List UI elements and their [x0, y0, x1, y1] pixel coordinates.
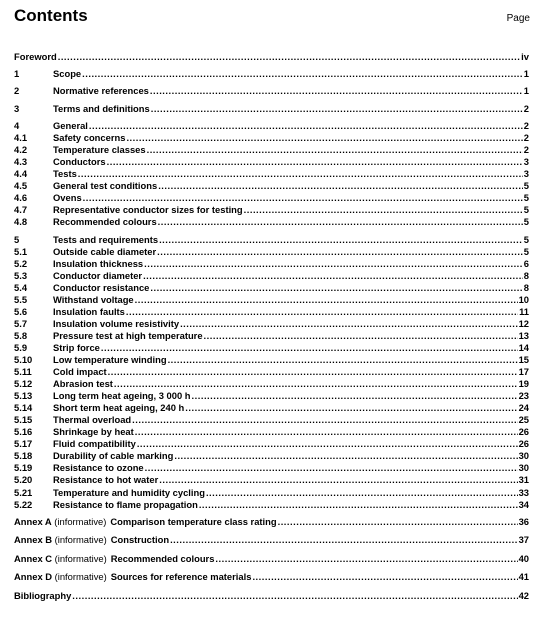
- toc-entry[interactable]: [14, 330, 529, 342]
- toc-entry-number: 5.7: [14, 317, 28, 329]
- toc-entry-page: 5: [523, 204, 529, 216]
- toc-entry[interactable]: [14, 366, 529, 378]
- toc-entry[interactable]: [14, 120, 529, 132]
- toc-entry[interactable]: [14, 450, 529, 462]
- toc-entry-page: 3: [523, 168, 529, 180]
- toc-entry[interactable]: [14, 354, 529, 366]
- toc-entry[interactable]: [14, 414, 529, 426]
- toc-entry-number: 4.2: [14, 144, 28, 156]
- toc-entry-number: 2: [14, 85, 20, 97]
- toc-entry-annex[interactable]: [14, 534, 529, 546]
- toc-entry-page: 10: [518, 293, 529, 305]
- toc-entry-title: Construction: [110, 534, 170, 546]
- toc-entry[interactable]: [14, 132, 529, 144]
- toc-entry-page: 2: [523, 144, 529, 156]
- dot-leader: [159, 234, 523, 246]
- section-list: [14, 68, 529, 510]
- page-column-label: Page: [506, 13, 530, 24]
- toc-entry-page: 30: [518, 462, 529, 474]
- dot-leader: [137, 438, 518, 450]
- toc-entry-title: Outside cable diameter: [53, 245, 157, 257]
- toc-entry[interactable]: [14, 85, 529, 97]
- toc-entry-title: Resistance to flame propagation: [53, 498, 198, 510]
- toc-entry-number: 5.11: [14, 366, 32, 378]
- toc-entry-title: Ovens: [53, 192, 82, 204]
- toc-entry-number: 4.3: [14, 156, 28, 168]
- toc-entry-page: 41: [518, 571, 529, 583]
- toc-entry-foreword[interactable]: [14, 51, 529, 63]
- toc-entry-title: Recommended colours: [110, 552, 215, 564]
- toc-entry-number: 5.21: [14, 486, 33, 498]
- dot-leader: [215, 553, 517, 565]
- toc-entry-page: 40: [518, 552, 529, 564]
- dot-leader: [114, 378, 518, 390]
- dot-leader: [170, 534, 517, 546]
- toc-entry-title: Long term heat ageing, 3 000 h: [53, 390, 191, 402]
- toc-entry-page: 23: [518, 390, 529, 402]
- dot-leader: [83, 192, 523, 204]
- toc-entry-annex[interactable]: [14, 571, 529, 583]
- toc-entry-page: 15: [518, 354, 529, 366]
- toc-entry-number: 5.18: [14, 450, 33, 462]
- toc-entry[interactable]: [14, 216, 529, 228]
- toc-entry-title: Strip force: [53, 341, 100, 353]
- toc-entry-title: Insulation faults: [53, 305, 125, 317]
- toc-entry[interactable]: [14, 156, 529, 168]
- toc-entry-page: 6: [523, 257, 529, 269]
- annex-label: Annex C: [14, 552, 53, 564]
- toc-entry[interactable]: [14, 318, 529, 330]
- toc-entry-title: Recommended colours: [53, 216, 157, 228]
- toc-entry-annex[interactable]: [14, 516, 529, 528]
- toc-entry-page: 11: [519, 305, 529, 317]
- dot-leader: [132, 414, 517, 426]
- toc-entry[interactable]: [14, 462, 529, 474]
- toc-entry-number: 1: [14, 68, 20, 80]
- toc-entry-title: Temperature classes: [53, 144, 146, 156]
- toc-entry-title: General test conditions: [53, 180, 158, 192]
- toc-entry-title: Resistance to ozone: [53, 462, 144, 474]
- toc-entry-number: 4.8: [14, 216, 28, 228]
- toc-entry[interactable]: [14, 306, 529, 318]
- dot-leader: [157, 246, 523, 258]
- dot-leader: [145, 462, 518, 474]
- toc-entry-number: 5.8: [14, 329, 28, 341]
- toc-entry-page: 36: [518, 515, 529, 527]
- dot-leader: [168, 354, 518, 366]
- dot-leader: [72, 590, 517, 602]
- toc-entry-number: 5.12: [14, 378, 33, 390]
- toc-entry-page: 25: [518, 414, 529, 426]
- toc-entry[interactable]: [14, 234, 529, 246]
- toc-entry-number: 5.5: [14, 293, 28, 305]
- toc-entry[interactable]: [14, 282, 529, 294]
- toc-entry-page: 37: [518, 534, 529, 546]
- annex-label: Annex B: [14, 534, 53, 546]
- toc-entry-title: Short term heat ageing, 240 h: [53, 402, 185, 414]
- toc-entry-number: 5.20: [14, 474, 33, 486]
- toc-entry-page: 5: [523, 192, 529, 204]
- toc-entry[interactable]: [14, 144, 529, 156]
- toc-entry-page: 2: [523, 102, 529, 114]
- toc-entry-page: 2: [523, 119, 529, 131]
- toc-entry-number: 5.2: [14, 257, 28, 269]
- toc-entry-page: 5: [523, 245, 529, 257]
- toc-entry[interactable]: [14, 270, 529, 282]
- dot-leader: [108, 366, 518, 378]
- annex-type: (informative): [54, 534, 107, 546]
- toc-entry-number: 5.13: [14, 390, 33, 402]
- toc-entry-title: Safety concerns: [53, 131, 126, 143]
- toc-entry-number: 3: [14, 102, 20, 114]
- toc-entry-page: 14: [518, 341, 529, 353]
- toc-entry-number: 5.10: [14, 354, 33, 366]
- toc-entry-page: 26: [518, 426, 529, 438]
- toc-entry-title: Terms and definitions: [53, 102, 150, 114]
- toc-entry[interactable]: [14, 168, 529, 180]
- toc-entry-number: 4.6: [14, 192, 28, 204]
- dot-leader: [244, 204, 523, 216]
- toc-entry-title: Durability of cable marking: [53, 450, 174, 462]
- toc-entry-number: 4: [14, 119, 20, 131]
- dot-leader: [204, 330, 518, 342]
- dot-leader: [135, 426, 518, 438]
- dot-leader: [101, 342, 518, 354]
- toc-entry-title: Foreword: [14, 51, 57, 62]
- annex-label: Annex A: [14, 515, 52, 527]
- toc-entry-page: 5: [523, 216, 529, 228]
- toc-entry-number: 5.9: [14, 341, 28, 353]
- annex-type: (informative): [54, 552, 107, 564]
- toc-entry-title: Sources for reference materials: [110, 571, 252, 583]
- dot-leader: [278, 516, 518, 528]
- toc-entry-annex[interactable]: [14, 553, 529, 565]
- toc-entry-page: 5: [523, 233, 529, 245]
- dot-leader: [144, 258, 523, 270]
- toc-entry[interactable]: [14, 68, 529, 80]
- toc-entry-page: 3: [523, 156, 529, 168]
- toc-entry[interactable]: [14, 180, 529, 192]
- toc-entry-title: Temperature and humidity cycling: [53, 486, 205, 498]
- dot-leader: [58, 51, 520, 63]
- dot-leader: [126, 132, 522, 144]
- toc-entry-page: 13: [518, 329, 529, 341]
- dot-leader: [126, 306, 518, 318]
- toc-entry-title: Tests: [53, 168, 77, 180]
- dot-leader: [252, 571, 517, 583]
- dot-leader: [159, 474, 517, 486]
- dot-leader: [78, 168, 523, 180]
- toc-entry[interactable]: [14, 390, 529, 402]
- dot-leader: [135, 294, 518, 306]
- dot-leader: [150, 282, 522, 294]
- toc-entry-title: Pressure test at high temperature: [53, 329, 203, 341]
- toc-entry-page: 8: [523, 281, 529, 293]
- toc-entry-title: Insulation thickness: [53, 257, 144, 269]
- toc-entry-page: 12: [518, 317, 529, 329]
- toc-entry[interactable]: [14, 204, 529, 216]
- toc-entry-page: 34: [518, 498, 529, 510]
- toc-entry-title: Low temperature winding: [53, 354, 167, 366]
- dot-leader: [192, 390, 518, 402]
- toc-entry-title: Bibliography: [14, 589, 72, 601]
- toc-entry[interactable]: [14, 294, 529, 306]
- toc-entry[interactable]: [14, 103, 529, 115]
- toc-entry-title: Comparison temperature class rating: [110, 515, 277, 527]
- dot-leader: [150, 85, 523, 97]
- toc-entry-title: Conductors: [53, 156, 106, 168]
- toc-entry-title: Normative references: [53, 85, 149, 97]
- toc-entry-title: Resistance to hot water: [53, 474, 159, 486]
- annex-list: [14, 516, 529, 584]
- toc-entry-number: 5.14: [14, 402, 33, 414]
- dot-leader: [174, 450, 517, 462]
- toc-entry-page: 2: [523, 131, 529, 143]
- toc-entry-page: 8: [523, 269, 529, 281]
- toc-entry-title: Representative conductor sizes for testing: [53, 204, 243, 216]
- toc-entry-number: 5.4: [14, 281, 28, 293]
- dot-leader: [107, 156, 523, 168]
- toc-entry-title: Conductor resistance: [53, 281, 150, 293]
- toc-entry[interactable]: [14, 474, 529, 486]
- toc-entry-page: 31: [518, 474, 529, 486]
- toc-entry-page: 24: [518, 402, 529, 414]
- toc-entry-title: Shrinkage by heat: [53, 426, 134, 438]
- toc-entry-title: Tests and requirements: [53, 233, 159, 245]
- toc-entry-title: Abrasion test: [53, 378, 113, 390]
- toc-entry-number: 5.6: [14, 305, 28, 317]
- toc-entry-number: 5.16: [14, 426, 33, 438]
- toc-entry[interactable]: [14, 192, 529, 204]
- toc-entry-number: 4.1: [14, 131, 28, 143]
- toc-entry-number: 4.5: [14, 180, 28, 192]
- toc-entry-number: 5.3: [14, 269, 28, 281]
- toc-entry-page: 1: [523, 85, 529, 97]
- toc-entry[interactable]: [14, 402, 529, 414]
- toc-entry-page: 26: [518, 438, 529, 450]
- dot-leader: [89, 120, 523, 132]
- toc-entry-number: 5: [14, 233, 20, 245]
- toc-entry[interactable]: [14, 342, 529, 354]
- toc-entry[interactable]: [14, 499, 529, 511]
- toc-entry[interactable]: [14, 438, 529, 450]
- toc-entry-page: 30: [518, 450, 529, 462]
- toc-entry-number: 5.17: [14, 438, 33, 450]
- toc-entry-number: 5.15: [14, 414, 33, 426]
- toc-entry-bibliography[interactable]: [14, 590, 529, 602]
- dot-leader: [180, 318, 517, 330]
- toc-entry-title: Scope: [53, 68, 82, 80]
- toc-entry[interactable]: [14, 487, 529, 499]
- dot-leader: [158, 180, 523, 192]
- dot-leader: [158, 216, 523, 228]
- dot-leader: [151, 103, 523, 115]
- toc-entry-title: Withstand voltage: [53, 293, 134, 305]
- toc-entry-title: Thermal overload: [53, 414, 132, 426]
- toc-entry-title: Conductor diameter: [53, 269, 143, 281]
- toc-entry[interactable]: [14, 246, 529, 258]
- toc-entry-title: Cold impact: [53, 366, 107, 378]
- annex-label: Annex D: [14, 571, 53, 583]
- toc-entry-number: 4.4: [14, 168, 28, 180]
- toc-entry-page: 5: [523, 180, 529, 192]
- dot-leader: [143, 270, 523, 282]
- table-of-contents: [14, 51, 529, 602]
- dot-leader: [185, 402, 517, 414]
- toc-entry-number: 5.1: [14, 245, 28, 257]
- page-title: Contents: [14, 6, 88, 25]
- toc-entry[interactable]: [14, 258, 529, 270]
- toc-entry-title: General: [53, 119, 88, 131]
- toc-entry-page: 42: [518, 589, 529, 601]
- toc-entry-title: Insulation volume resistivity: [53, 317, 180, 329]
- toc-entry-title: Fluid compatibility: [53, 438, 136, 450]
- dot-leader: [206, 487, 518, 499]
- toc-entry[interactable]: [14, 426, 529, 438]
- toc-entry-number: 5.22: [14, 498, 33, 510]
- annex-type: (informative): [54, 515, 107, 527]
- toc-entry-page: 17: [518, 366, 529, 378]
- dot-leader: [147, 144, 523, 156]
- toc-entry[interactable]: [14, 378, 529, 390]
- toc-entry-page: iv: [521, 51, 529, 62]
- toc-entry-page: 19: [518, 378, 529, 390]
- toc-entry-number: 4.7: [14, 204, 28, 216]
- dot-leader: [82, 68, 523, 80]
- toc-entry-number: 5.19: [14, 462, 33, 474]
- toc-entry-page: 1: [523, 68, 529, 80]
- dot-leader: [199, 499, 518, 511]
- toc-entry-page: 33: [518, 486, 529, 498]
- annex-type: (informative): [54, 571, 107, 583]
